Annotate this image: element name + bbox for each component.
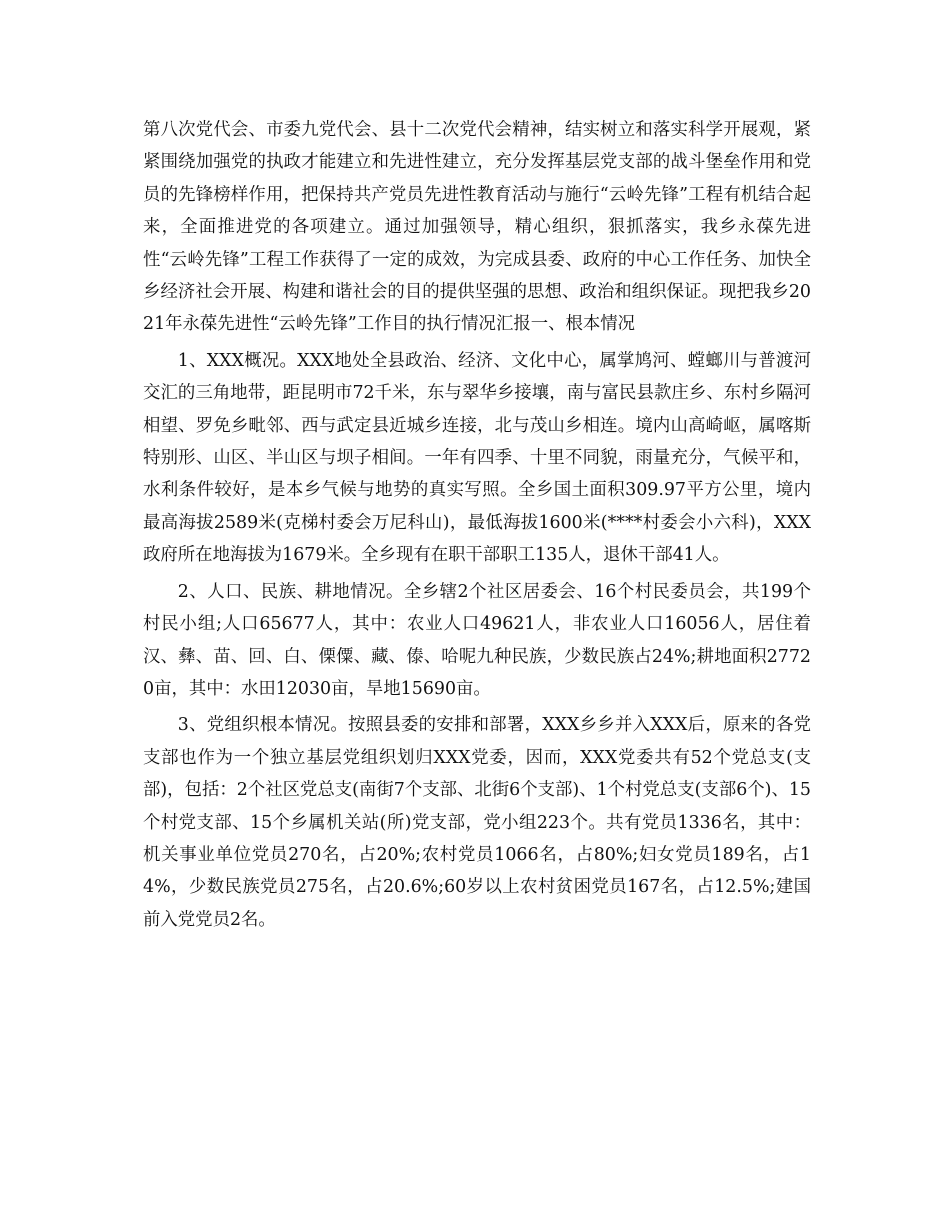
document-body	[143, 114, 811, 936]
paragraph-intro: 第八次党代会、市委九党代会、县十二次党代会精神，结实树立和落实科学开展观，紧紧围绕加强党的执政才能建立和先进性建立，充分发挥基层党支部的战斗堡垒作用和党员的先锋榜样作用，把保持共产党员先进性教育活动与施行“云岭先锋”工程有机结合起来，全面推进党的各项建立。通过加强领导，精心组织，狠抓落实，我乡永葆先进性“云岭先锋”工程工作获得了一定的成效，为完成县委、政府的中心工作任务、加快全乡经济社会开展、构建和谐社会的目的提供坚强的思想、政治和组织保证。现把我乡2021年永葆先进性“云岭先锋”工作目的执行情况汇报一、根本情况	[143, 120, 811, 335]
paragraph-population: 2、人口、民族、耕地情况。全乡辖2个社区居委会、16个村民委员会，共199个村民小组;人口65677人，其中：农业人口49621人，非农业人口16056人，居住着汉、彝、苗、回、白、傈僳、藏、傣、哈呢九种民族，少数民族占24%;耕地面积27720亩，其中：水田12030亩，旱地15690亩。	[143, 581, 811, 699]
paragraph-party-organization: 3、党组织根本情况。按照县委的安排和部署，XXX乡乡并入XXX后，原来的各党支部也作为一个独立基层党组织划归XXX党委，因而，XXX党委共有52个党总支(支部)，包括：2个社区党总支(南街7个支部、北街6个支部)、1个村党总支(支部6个)、15个村党支部、15个乡属机关站(所)党支部，党小组223个。共有党员1336名，其中：机关事业单位党员270名，占20%;农村党员1066名，占80%;妇女党员189名，占14%，少数民族党员275名，占20.6%;60岁以上农村贫困党员167名，占12.5%;建国前入党党员2名。	[143, 715, 811, 930]
paragraph-overview: 1、XXX概况。XXX地处全县政治、经济、文化中心，属掌鸠河、螳螂川与普渡河交汇的三角地带，距昆明市72千米，东与翠华乡接壤，南与富民县款庄乡、东村乡隔河相望、罗免乡毗邻、西与武定县近城乡连接，北与茂山乡相连。境内山高崎岖，属喀斯特别形、山区、半山区与坝子相间。一年有四季、十里不同貌，雨量充分，气候平和，水利条件较好，是本乡气候与地势的真实写照。全乡国土面积309.97平方公里，境内最高海拔2589米(克梯村委会万尼科山)，最低海拔1600米(****村委会小六科)，XXX政府所在地海拔为1679米。全乡现有在职干部职工135人，退休干部41人。	[143, 350, 811, 566]
